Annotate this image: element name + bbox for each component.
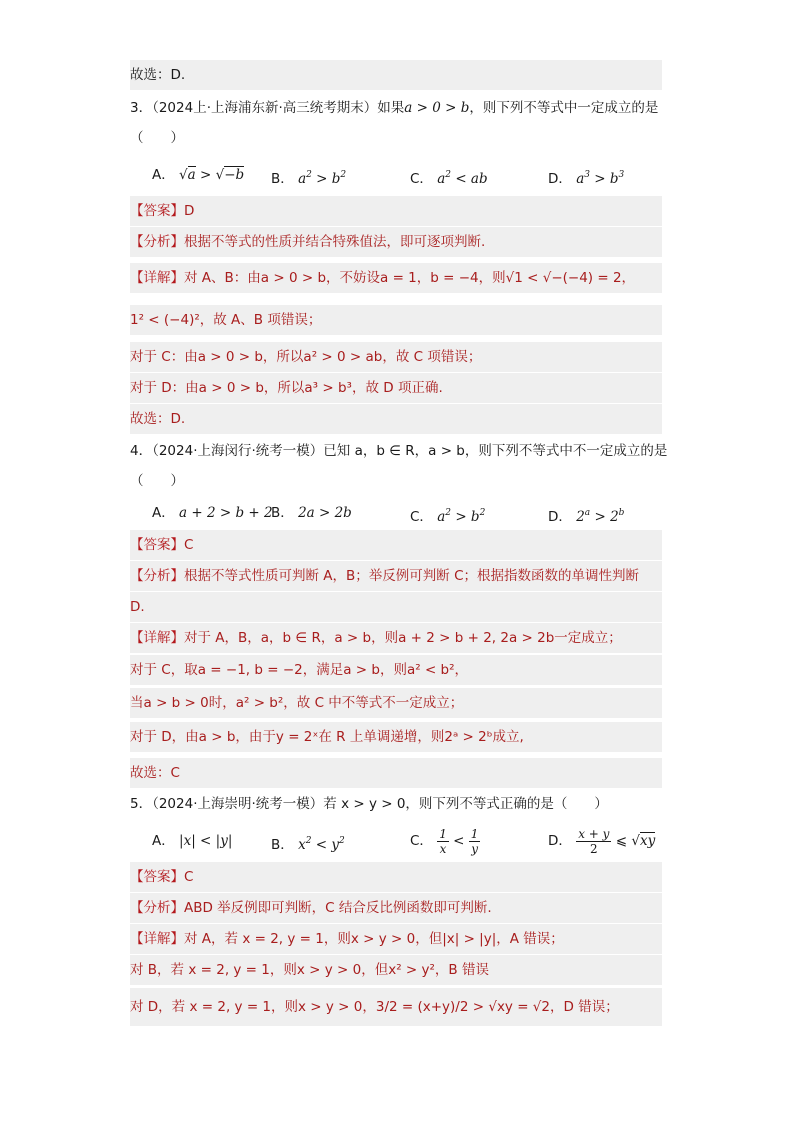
q5-answer: 【答案】C	[130, 862, 662, 892]
q3-detail-3: 对于 C：由a > 0 > b，所以a² > 0 > ab，故 C 项错误；	[130, 342, 662, 372]
q5-option-d: D． $\frac{x + y}{2}$ ⩽ √xy	[548, 826, 656, 856]
q4-analysis: 【分析】根据不等式性质可判断 A，B；举反例可判断 C；根据指数函数的单调性判断	[130, 561, 662, 591]
q3-select: 故选：D.	[130, 404, 662, 434]
q4-select: 故选：C	[130, 758, 662, 788]
q3-option-d: D． $a^3 > b^3$	[548, 170, 625, 187]
q5-detail-3: 对 D，若 x = 2, y = 1，则x > y > 0，3/2 = (x+y)/2 > √xy = √2，D 错误；	[130, 988, 662, 1026]
q4-option-b: B． 2a > 2b	[271, 505, 352, 521]
q4-answer: 【答案】C	[130, 530, 662, 560]
q4-detail-1: 【详解】对于 A，B，a，b ∈ R，a > b，则a + 2 > b + 2, 2a > 2b一定成立；	[130, 623, 662, 653]
q3-stem: 3．（2024上·上海浦东新·高三统考期末）如果a > 0 > b，则下列不等式中一定成立的是	[130, 100, 659, 116]
q4-stem: 4．（2024·上海闵行·统考一模）已知 a，b ∈ R，a > b，则下列不等式中不一定成立的是	[130, 443, 668, 459]
q3-option-b: B． $a^2 > b^2$	[271, 170, 347, 187]
q3-option-a: A． √a > √−b	[152, 167, 245, 183]
q5-stem: 5．（2024·上海崇明·统考一模）若 x > y > 0，则下列不等式正确的是（ ）	[130, 796, 608, 812]
q4-option-a: A． a + 2 > b + 2	[152, 505, 273, 521]
q4-option-c: C． $a^2 > b^2$	[410, 508, 486, 525]
q4-detail-4: 对于 D，由a > b，由于y = 2ˣ在 R 上单调递增，则2ᵃ > 2ᵇ成立,	[130, 722, 662, 752]
q3-detail-1: 【详解】对 A、B：由a > 0 > b，不妨设a = 1，b = −4，则√1 < √−(−4) = 2，	[130, 263, 662, 293]
q3-detail-4: 对于 D：由a > 0 > b，所以a³ > b³，故 D 项正确.	[130, 373, 662, 403]
q3-analysis: 【分析】根据不等式的性质并结合特殊值法，即可逐项判断.	[130, 227, 662, 257]
q4-analysis-2: D.	[130, 592, 662, 622]
q5-option-b: B． $x^2 < y^2$	[271, 836, 345, 853]
q3-paren: （ ）	[130, 130, 184, 146]
q5-detail-2: 对 B，若 x = 2, y = 1，则x > y > 0，但x² > y²，B 错误	[130, 955, 662, 985]
q5-analysis: 【分析】ABD 举反例即可判断，C 结合反比例函数即可判断.	[130, 893, 662, 923]
q3-option-c: C． $a^2$ < ab	[410, 170, 488, 187]
q4-options	[130, 498, 662, 528]
q4-option-d: D． $2^a > 2^b$	[548, 508, 625, 525]
q4-paren: （ ）	[130, 473, 184, 489]
q5-options	[130, 822, 662, 860]
q2-select-line: 故选：D.	[130, 60, 662, 90]
q4-detail-2: 对于 C，取a = −1, b = −2，满足a > b，则a² < b²，	[130, 655, 662, 685]
q3-answer: 【答案】D	[130, 196, 662, 226]
q4-detail-3: 当a > b > 0时，a² > b²，故 C 中不等式不一定成立；	[130, 688, 662, 718]
q5-option-a: A． |x| < |y|	[152, 833, 233, 849]
q3-options	[130, 160, 662, 190]
q5-detail-1: 【详解】对 A，若 x = 2, y = 1，则x > y > 0，但|x| > |y|，A 错误；	[130, 924, 662, 954]
q5-option-c: C． $\frac{1}{x}$ < $\frac{1}{y}$	[410, 826, 479, 856]
q3-detail-2: 1² < (−4)²，故 A、B 项错误；	[130, 305, 662, 335]
